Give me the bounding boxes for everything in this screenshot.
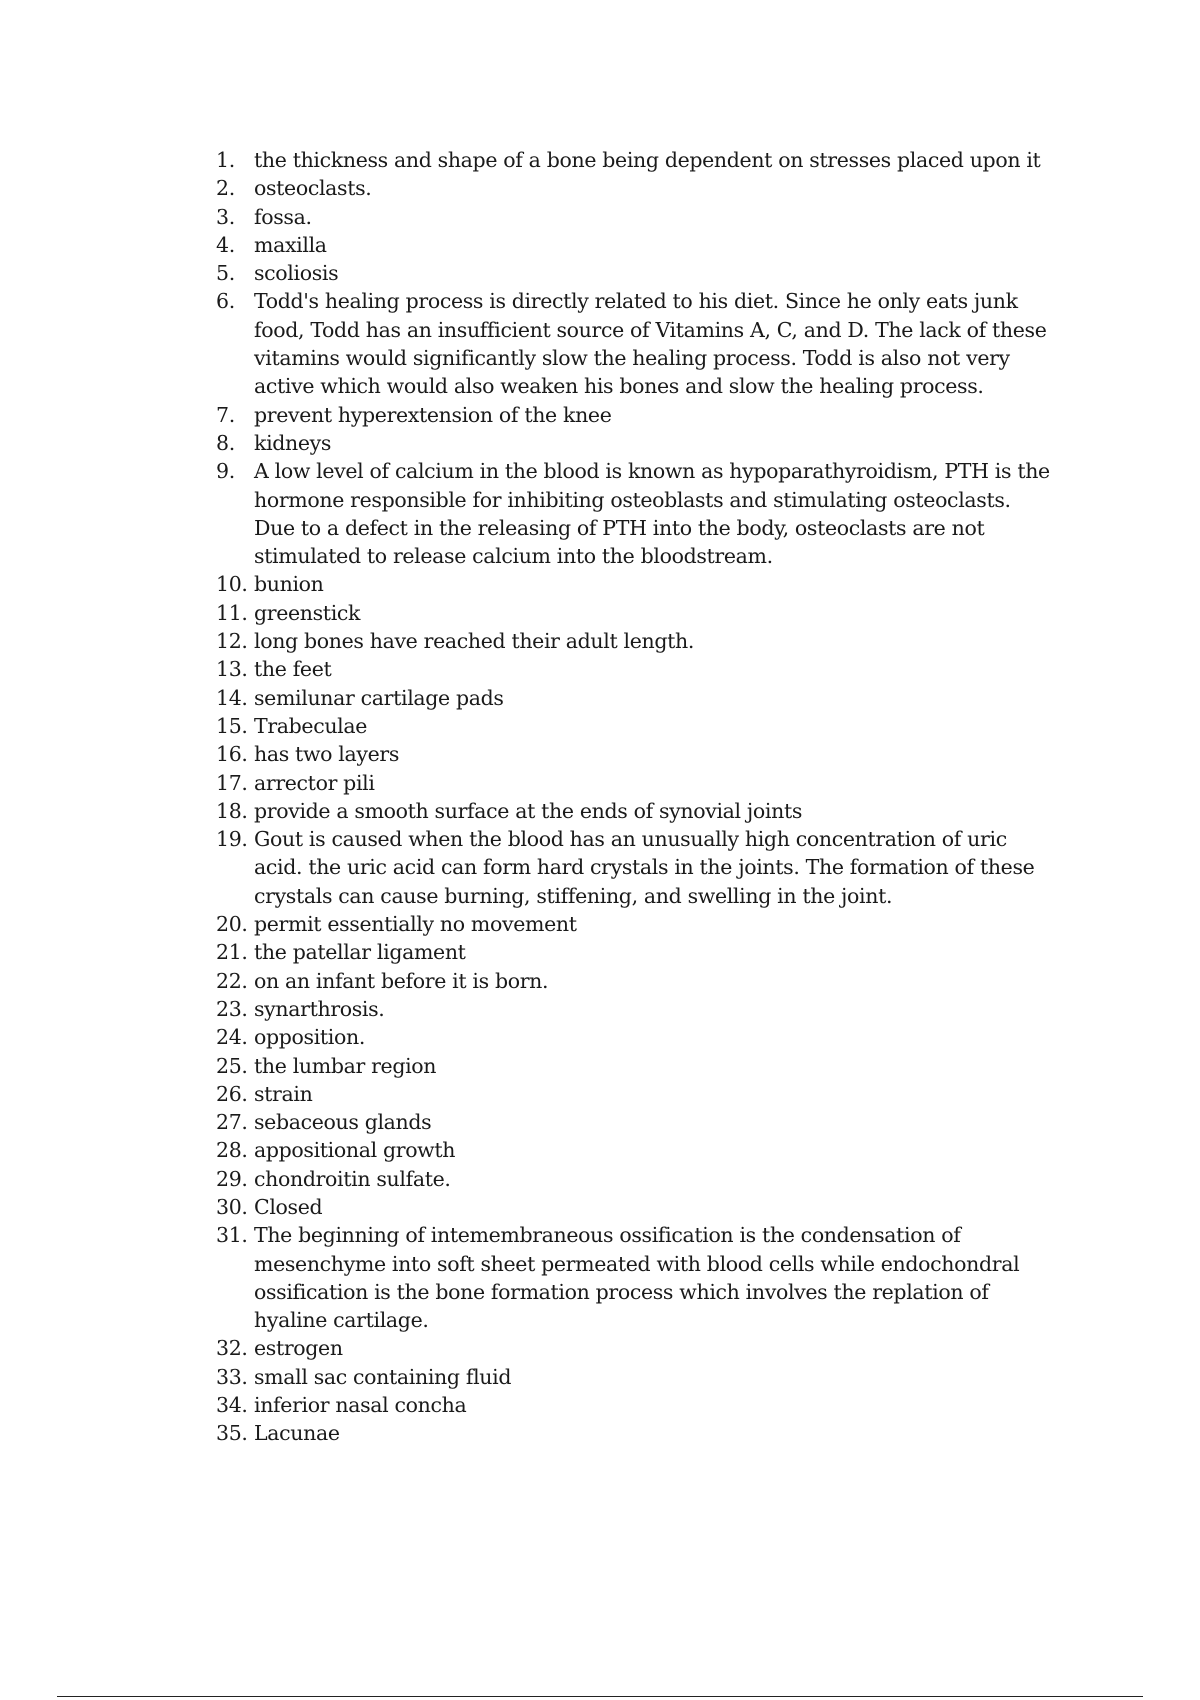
answer-text: the thickness and shape of a bone being dependent on stresses placed upon it: [254, 148, 1041, 172]
answer-item-20: [216, 910, 1056, 938]
answer-item-9: [216, 457, 1056, 570]
answer-text: bunion: [254, 572, 324, 597]
answer-number: 27.: [216, 1110, 248, 1135]
answer-number: 4.: [216, 232, 235, 257]
answer-number: 32.: [216, 1336, 248, 1361]
answer-text: scoliosis: [254, 261, 339, 286]
answer-text: The beginning of intemembraneous ossification is the condensation of mesenchyme into soft sheet permeated with blood cells while endochondral ossification is the bone formation process which involves the replation of hyaline cartilage.: [254, 1223, 1020, 1333]
answer-item-15: [216, 712, 1056, 740]
answer-number: 16.: [216, 742, 248, 767]
answer-number: 22.: [216, 968, 248, 993]
answer-number: 5.: [216, 261, 235, 286]
answer-item-27: [216, 1108, 1056, 1136]
answer-item-18: [216, 797, 1056, 825]
answer-number: 15.: [216, 713, 248, 738]
answer-number: 9.: [216, 459, 235, 484]
answer-text: kidneys: [254, 430, 332, 455]
answer-text: the lumbar region: [254, 1053, 437, 1078]
answer-item-8: [216, 429, 1056, 457]
answer-number: 34.: [216, 1393, 248, 1418]
answer-number: 17.: [216, 770, 248, 795]
answer-number: 8.: [216, 430, 235, 455]
answer-text: provide a smooth surface at the ends of synovial joints: [254, 798, 803, 823]
answer-number: 10.: [216, 572, 248, 597]
answer-text: chondroitin sulfate.: [254, 1166, 451, 1191]
answer-item-17: [216, 769, 1056, 797]
answer-item-33: [216, 1363, 1056, 1391]
answer-number: 26.: [216, 1081, 248, 1106]
answer-text: synarthrosis.: [254, 996, 385, 1021]
answer-item-14: [216, 684, 1056, 712]
answer-number: 3.: [216, 204, 235, 229]
answer-number: 23.: [216, 996, 248, 1021]
answer-text: strain: [254, 1081, 313, 1106]
answer-text: small sac containing fluid: [254, 1364, 512, 1389]
answer-item-24: [216, 1023, 1056, 1051]
answer-item-26: [216, 1080, 1056, 1108]
answer-item-2: [216, 174, 1056, 202]
answer-item-34: [216, 1391, 1056, 1419]
answer-text: osteoclasts.: [254, 176, 372, 201]
answer-number: 2.: [216, 176, 235, 201]
answer-item-4: [216, 231, 1056, 259]
answer-number: 1.: [216, 148, 235, 172]
answer-text: greenstick: [254, 600, 361, 625]
answer-number: 18.: [216, 798, 248, 823]
answer-item-22: [216, 967, 1056, 995]
answer-number: 24.: [216, 1025, 248, 1050]
answer-item-12: [216, 627, 1056, 655]
answer-item-1: [216, 146, 1056, 174]
answer-text: the feet: [254, 657, 332, 682]
answer-text: Todd's healing process is directly related to his diet. Since he only eats junk food, Todd has an insufficient source of Vitamins A, C, and D. The lack of these vitamins would significantly slow the healing process. Todd is also not very active which would also weaken his bones and slow the healing process.: [254, 289, 1047, 399]
answer-item-35: [216, 1419, 1056, 1447]
answer-item-10: [216, 570, 1056, 598]
answer-text: has two layers: [254, 742, 400, 767]
answer-text: Gout is caused when the blood has an unusually high concentration of uric acid. the uric acid can form hard crystals in the joints. The formation of these crystals can cause burning, stiffening, and swelling in the joint.: [254, 827, 1035, 908]
answer-text: Lacunae: [254, 1421, 340, 1446]
answer-number: 20.: [216, 912, 248, 937]
answer-item-23: [216, 995, 1056, 1023]
answer-item-16: [216, 740, 1056, 768]
answer-item-3: [216, 203, 1056, 231]
answer-item-13: [216, 655, 1056, 683]
answer-text: prevent hyperextension of the knee: [254, 402, 612, 427]
answer-item-25: [216, 1052, 1056, 1080]
answer-item-32: [216, 1334, 1056, 1362]
answer-number: 21.: [216, 940, 248, 965]
answer-number: 13.: [216, 657, 248, 682]
answer-number: 25.: [216, 1053, 248, 1078]
answer-item-31: [216, 1221, 1056, 1334]
answer-text: A low level of calcium in the blood is known as hypoparathyroidism, PTH is the hormone responsible for inhibiting osteoblasts and stimulating osteoclasts. Due to a defect in the releasing of PTH into the body, osteoclasts are not stimulated to release calcium into the bloodstream.: [254, 459, 1050, 569]
answer-item-7: [216, 401, 1056, 429]
answer-item-6: [216, 287, 1056, 400]
answer-text: sebaceous glands: [254, 1110, 432, 1135]
answer-item-28: [216, 1136, 1056, 1164]
answer-number: 12.: [216, 629, 248, 654]
answer-text: long bones have reached their adult length.: [254, 629, 695, 654]
answer-item-19: [216, 825, 1056, 910]
answer-text: opposition.: [254, 1025, 366, 1050]
answer-text: Closed: [254, 1194, 323, 1219]
answer-text: inferior nasal concha: [254, 1393, 467, 1418]
answer-text: arrector pili: [254, 770, 375, 795]
answer-number: 35.: [216, 1421, 248, 1446]
answer-item-5: [216, 259, 1056, 287]
answer-number: 31.: [216, 1223, 248, 1248]
answer-text: maxilla: [254, 232, 327, 257]
answer-number: 33.: [216, 1364, 248, 1389]
answer-text: semilunar cartilage pads: [254, 685, 504, 710]
answer-text: on an infant before it is born.: [254, 968, 549, 993]
answer-item-30: [216, 1193, 1056, 1221]
answer-text: appositional growth: [254, 1138, 456, 1163]
answer-number: 11.: [216, 600, 248, 625]
answer-number: 19.: [216, 827, 248, 852]
answer-number: 7.: [216, 402, 235, 427]
answer-item-21: [216, 938, 1056, 966]
answer-number: 28.: [216, 1138, 248, 1163]
answer-number: 6.: [216, 289, 235, 314]
answer-text: permit essentially no movement: [254, 912, 577, 937]
answer-item-11: [216, 599, 1056, 627]
answer-list: [216, 146, 1056, 1448]
footer-rule: [57, 1696, 1143, 1697]
answer-text: estrogen: [254, 1336, 343, 1361]
answer-number: 30.: [216, 1194, 248, 1219]
answer-item-29: [216, 1165, 1056, 1193]
answer-text: Trabeculae: [254, 713, 368, 738]
answer-number: 29.: [216, 1166, 248, 1191]
answer-text: the patellar ligament: [254, 940, 466, 965]
answer-text: fossa.: [254, 204, 312, 229]
answer-number: 14.: [216, 685, 248, 710]
